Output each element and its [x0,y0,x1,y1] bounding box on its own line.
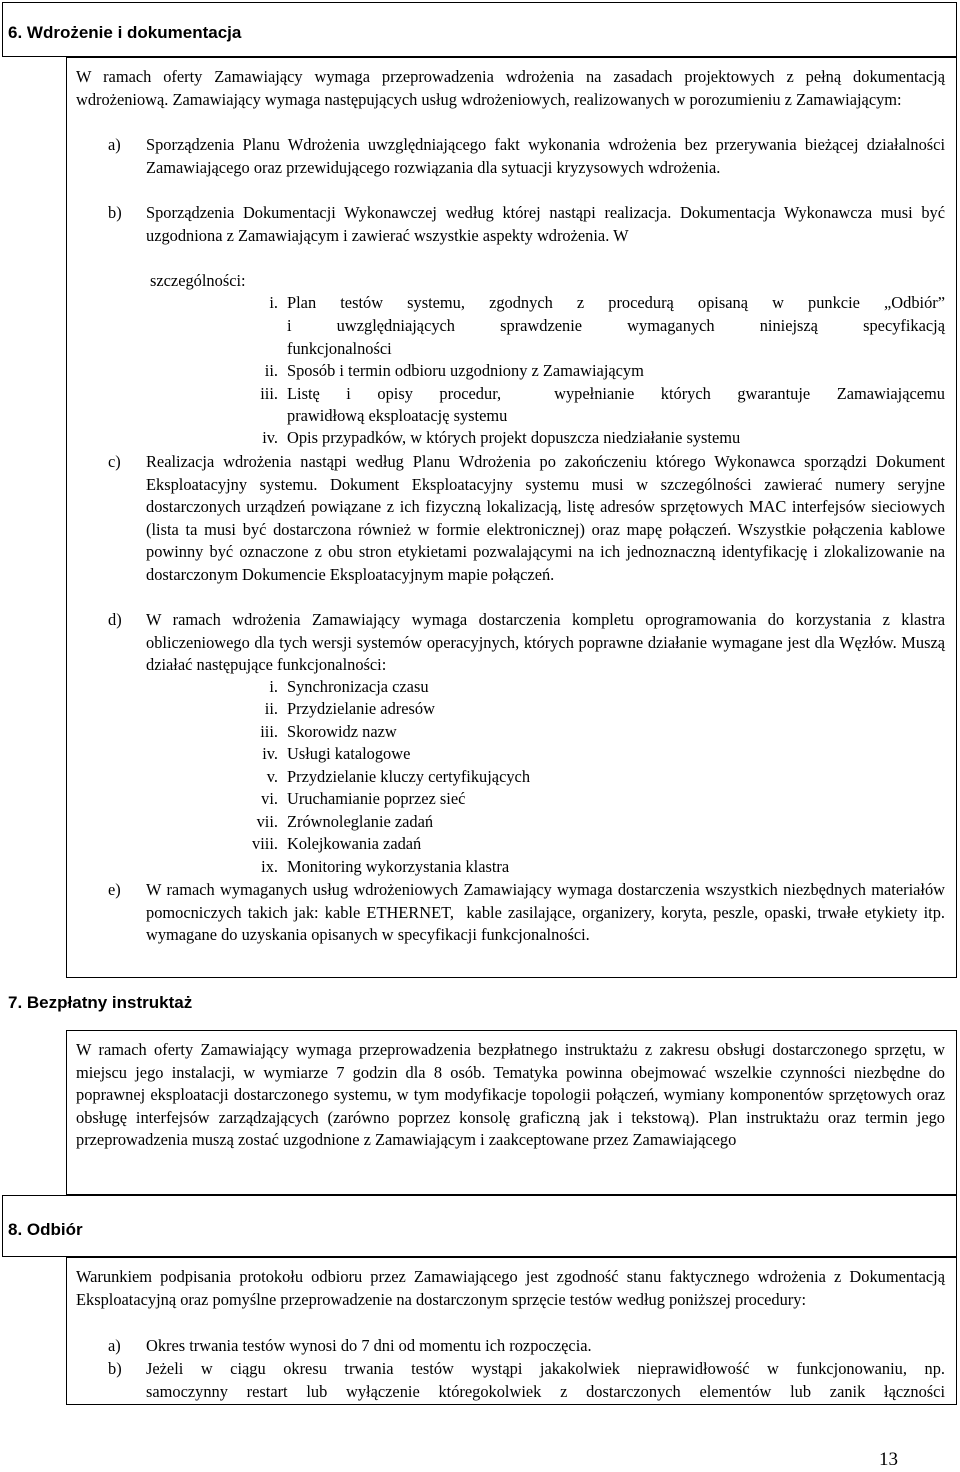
list-item-text: Sposób i termin odbioru uzgodniony z Zamawiającym [287,361,644,380]
item-e-label: e) [108,880,121,899]
item-b-label: b) [108,203,122,222]
list-item-text: Opis przypadków, w których projekt dopuszcza niedziałanie systemu [287,428,741,447]
item-e-text: W ramach wymaganych usług wdrożeniowych Zamawiający wymaga dostarczenia wszystkich niezbędnych materiałów pomocniczych takich jak: kable ETHERNET, kable zasilające, organizery, koryta, peszle, opaski, trwałe etykiety itp. wymagane do uzyskania opisanych w specyfikacji funkcjonalności. [146,880,950,945]
list-item-text: Synchronizacja czasu [287,677,429,696]
list-item-number: i. [269,293,278,312]
item-b-text-cont: samoczynny restart lub wyłączenie któregokolwiek z dostarczonych elementów lub zanik łączności [146,1382,945,1401]
item-c-text: Realizacja wdrożenia nastąpi według Planu Wdrożenia po zakończeniu którego Wykonawca sporządzi Dokument Eksploatacyjny systemu. Dokument Eksploatacyjny systemu musi w szczególności zawierać numery seryjne dostarczonych urządzeń powiązane z ich fizyczną lokalizacją, listę adresów sprzętowych MAC interfejsów sieciowych (lista ta musi być dostarczona również w formie elektronicznej) oraz mapę połączeń. Wszystkie połączenia kablowe powinny być oznaczone z obu stron etykietami pozwalającymi na ich jednoznaczną identyfikację i zlokalizowanie na dostarczonym Dokumencie Eksploatacyjnym mapie połączeń. [146,452,945,584]
item-b-text-cont: szczególności: [150,271,246,290]
list-item-number: ix. [261,857,278,876]
list-item-text: prawidłową eksploatację systemu [287,406,508,425]
list-item-text: Kolejkowania zadań [287,834,422,853]
list-item-number: iii. [260,722,278,741]
list-item-number: ii. [264,699,278,718]
item-c-label: c) [108,452,121,471]
list-item-number: iv. [262,744,278,763]
list-item-text: i uwzględniających sprawdzenie wymaganych niniejszą specyfikacją [287,316,945,335]
list-item-text: Usługi katalogowe [287,744,411,763]
item-b-label: b) [108,1359,122,1378]
list-item-number: vi. [261,789,278,808]
list-item-text: Monitoring wykorzystania klastra [287,857,510,876]
item-b-text: Sporządzenia Dokumentacji Wykonawczej według której nastąpi realizacja. Dokumentacja Wykonawcza musi być uzgodniona z Zamawiającym i zawierać wszystkie aspekty wdrożenia. W [146,203,945,245]
list-item-number: v. [266,767,278,786]
list-item-text: Przydzielanie adresów [287,699,435,718]
list-item-text: Uruchamianie poprzez sieć [287,789,466,808]
list-item-text: Zrównoleglanie zadań [287,812,434,831]
list-item-number: iv. [262,428,278,447]
section-8-heading: 8. Odbiór [8,1220,83,1239]
section-8-text: Warunkiem podpisania protokołu odbioru przez Zamawiającego jest zgodność stanu faktycznego wdrożenia z Dokumentacją Eksploatacyjną oraz pomyślne przeprowadzenie na dostarczonym sprzęcie testów według poniższej procedury: [76,1267,945,1309]
section-7-heading: 7. Bezpłatny instruktaż [8,993,193,1012]
item-a-text: Sporządzenia Planu Wdrożenia uwzględniającego fakt wykonania wdrożenia bez przerywania bieżącej działalności Zamawiającego oraz przewidującego rozwiązania dla sytuacji kryzysowych wdrożenia. [146,135,945,177]
page-number: 13 [879,1449,898,1470]
section-6-intro: W ramach oferty Zamawiający wymaga przeprowadzenia wdrożenia na zasadach projektowych z pełną dokumentacją wdrożeniową. Zamawiający wymaga następujących usług wdrożeniowych, realizowanych w porozumieniu z Zamawiającym: [76,67,945,109]
item-d-text: W ramach wdrożenia Zamawiający wymaga dostarczenia kompletu oprogramowania do korzystania z klastra obliczeniowego dla tych wersji systemów operacyjnych, których poprawne działanie wymagane jest dla Węzłów. Muszą działać następujące funkcjonalności: [146,610,945,675]
list-item-number: ii. [264,361,278,380]
item-a-text: Okres trwania testów wynosi do 7 dni od momentu ich rozpoczęcia. [146,1336,592,1355]
list-item-text: Plan testów systemu, zgodnych z procedurą opisaną w punkcie „Odbiór” [287,293,945,312]
item-a-label: a) [108,1336,121,1355]
item-d-label: d) [108,610,122,629]
list-item-number: i. [269,677,278,696]
list-item-text: funkcjonalności [287,339,392,358]
list-item-text: Skorowidz nazw [287,722,397,741]
section-8-heading-box [2,1195,957,1257]
list-item-text: Listę i opisy procedur, wypełnianie których gwarantuje Zamawiającemu [287,384,945,403]
section-7-text: W ramach oferty Zamawiający wymaga przeprowadzenia bezpłatnego instruktażu z zakresu obsługi dostarczonego sprzętu, w miejscu jego instalacji, w wymiarze 7 godzin dla 8 osób. Tematyka powinna obejmować wszelkie czynności niezbędne do poprawnej eksploatacji dostarczonego systemu, w tym modyfikacje topologii połączeń, wymiany komponentów sprzętowych oraz obsługę interfejsów zarządzających (zarówno poprzez konsolę graficzną jak i tekstową). Plan instruktażu oraz termin jego przeprowadzenia muszą zostać uzgodnione z Zamawiającym i zaakceptowane przez Zamawiającego [76,1040,950,1150]
section-6-heading: 6. Wdrożenie i dokumentacja [8,23,242,42]
list-item-text: Przydzielanie kluczy certyfikujących [287,767,531,786]
list-item-number: iii. [260,384,278,403]
list-item-number: viii. [252,834,278,853]
list-item-number: vii. [256,812,278,831]
item-a-label: a) [108,135,121,154]
item-b-text: Jeżeli w ciągu okresu trwania testów wystąpi jakakolwiek nieprawidłowość w funkcjonowaniu, np. [146,1359,945,1378]
